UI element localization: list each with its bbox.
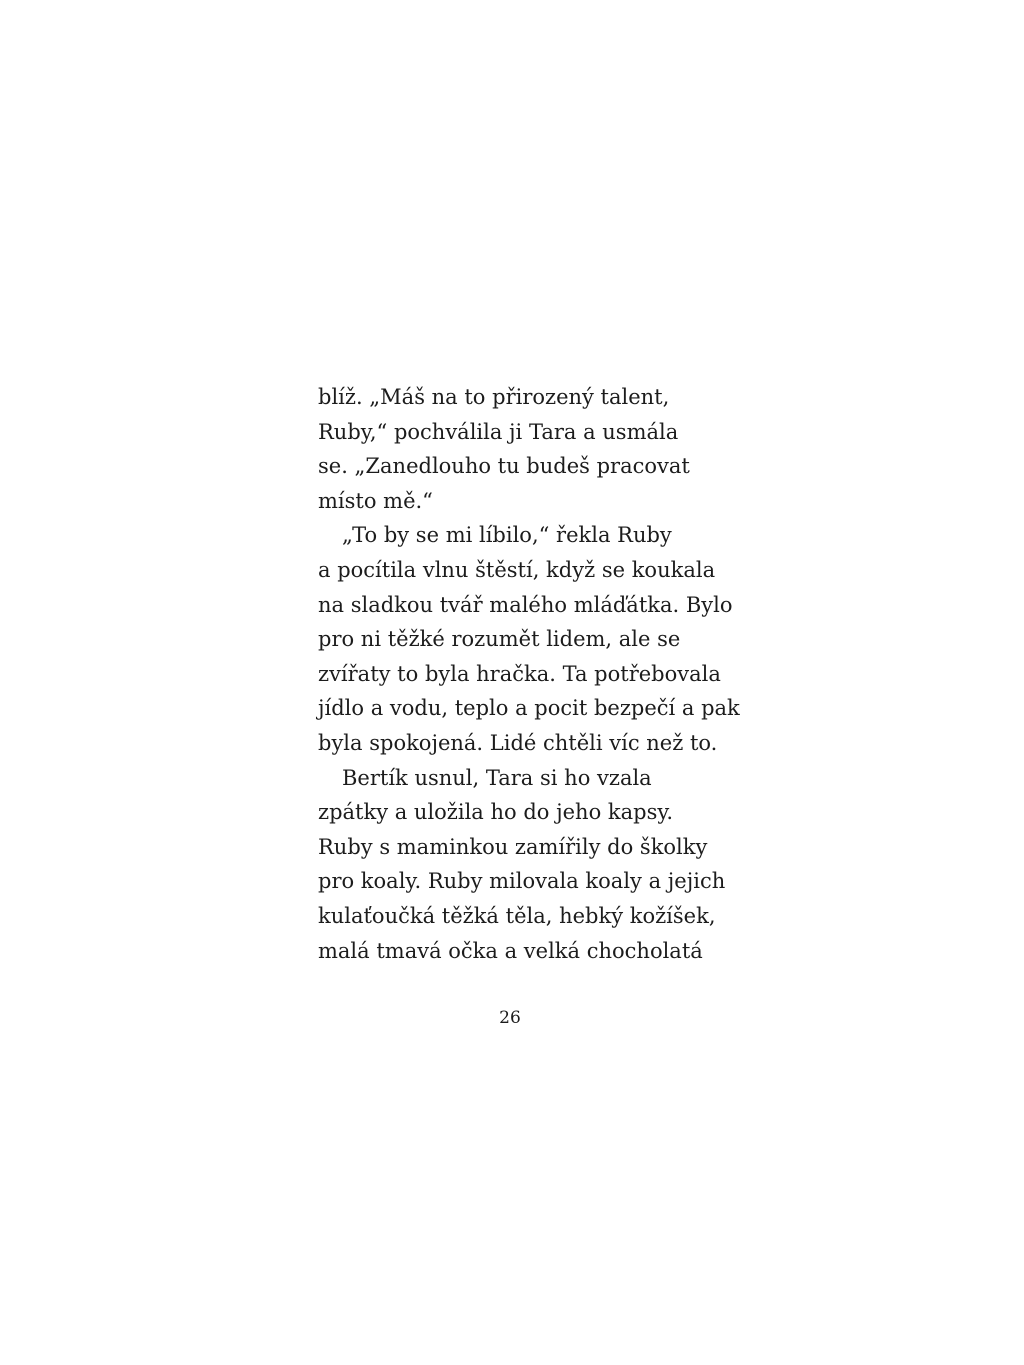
text-line: „To by se mi líbilo,“ řekla Ruby bbox=[342, 523, 672, 548]
text-line: na sladkou tvář malého mláďátka. Bylo bbox=[318, 592, 733, 617]
text-line: jídlo a vodu, teplo a pocit bezpečí a pak bbox=[318, 696, 740, 721]
text-line: byla spokojená. Lidé chtěli víc než to. bbox=[318, 730, 718, 755]
text-line: kulaťoučká těžká těla, hebký kožíšek, bbox=[318, 903, 716, 928]
text-line: a pocítila vlnu štěstí, když se koukala bbox=[318, 557, 716, 582]
text-line: místo mě.“ bbox=[318, 488, 433, 513]
body-text bbox=[318, 380, 740, 968]
text-line: pro koaly. Ruby milovala koaly a jejich bbox=[318, 869, 726, 894]
text-line: Ruby,“ pochválila ji Tara a usmála bbox=[318, 419, 679, 444]
text-line: Bertík usnul, Tara si ho vzala bbox=[342, 765, 652, 790]
text-line: se. „Zanedlouho tu budeš pracovat bbox=[318, 454, 690, 479]
text-line: malá tmavá očka a velká chocholatá bbox=[318, 938, 703, 963]
text-line: blíž. „Máš na to přirozený talent, bbox=[318, 385, 670, 409]
text-line: pro ni těžké rozumět lidem, ale se bbox=[318, 627, 681, 652]
text-line: Ruby s maminkou zamířily do školky bbox=[318, 834, 708, 859]
page-number: 26 bbox=[499, 1008, 521, 1028]
text-line: zpátky a uložila ho do jeho kapsy. bbox=[318, 800, 674, 825]
text-line: zvířaty to byla hračka. Ta potřebovala bbox=[318, 661, 721, 686]
